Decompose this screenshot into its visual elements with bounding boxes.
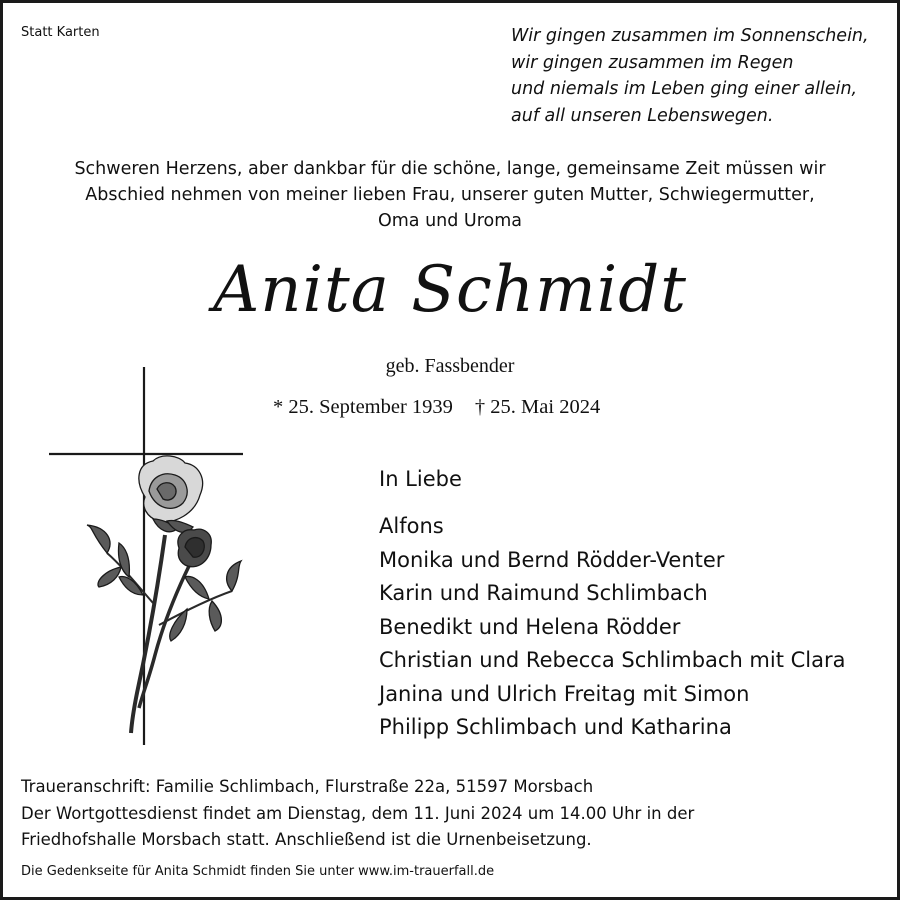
service-info-line: Friedhofshalle Morsbach statt. Anschließend ist die Urnenbeisetzung. [21,830,592,849]
list-item: Monika und Bernd Rödder-Venter [379,547,725,572]
list-item: Philipp Schlimbach und Katharina [379,715,732,739]
list-item: Alfons [379,514,444,538]
mourners-list [379,510,846,745]
poem-line: Wir gingen zusammen im Sonnenschein, [511,26,869,46]
service-info-line: Der Wortgottesdienst findet am Dienstag, dem 11. Juni 2024 um 14.00 Uhr in der [21,803,695,823]
poem-line: auf all unseren Lebenswegen. [511,105,774,126]
list-item: Christian und Rebecca Schlimbach mit Clara [379,648,846,672]
intro-line: Abschied nehmen von meiner lieben Frau, unserer guten Mutter, Schwiegermutter, [85,185,815,205]
footer-info [21,774,694,854]
deceased-name: Anita Schmidt [213,253,687,327]
in-liebe-heading: In Liebe [379,467,462,491]
mourners-block [379,463,846,745]
born-name: geb. Fassbender [385,355,515,377]
memorial-website-note: Die Gedenkseite für Anita Schmidt finden Sie unter www.im-trauerfall.de [21,864,495,879]
list-item: Benedikt und Helena Rödder [379,614,681,639]
death-date: † 25. Mai 2024 [474,396,601,418]
poem-line: und niemals im Leben ging einer allein, [511,79,858,99]
list-item: Karin und Raimund Schlimbach [379,581,708,605]
intro-line: Oma und Uroma [377,211,523,231]
intro-line: Schweren Herzens, aber dankbar für die schöne, lange, gemeinsame Zeit müssen wir [74,159,826,179]
list-item: Janina und Ulrich Freitag mit Simon [379,681,750,706]
intro-text [3,156,897,234]
life-dates [273,396,600,419]
mourning-address: Traueranschrift: Familie Schlimbach, Flurstraße 22a, 51597 Morsbach [21,777,594,796]
birth-date: * 25. September 1939 [273,396,453,418]
statt-karten-label: Statt Karten [21,25,100,40]
cross-with-roses-icon [47,363,247,748]
poem-line: wir gingen zusammen im Regen [511,52,794,73]
poem [511,23,869,129]
